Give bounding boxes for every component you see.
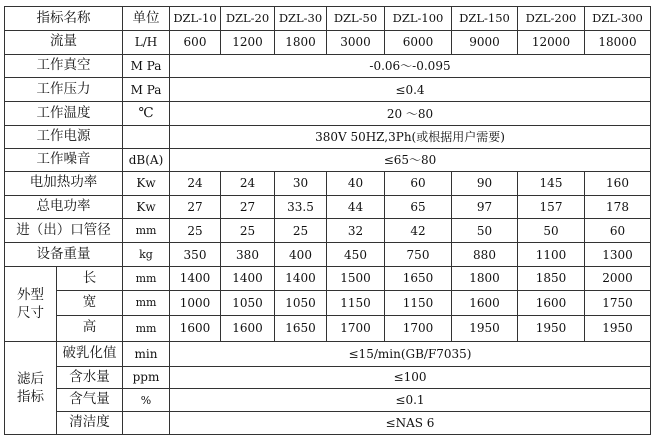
model-dzl-50: DZL-50 xyxy=(327,7,385,31)
model-dzl-300: DZL-300 xyxy=(585,7,651,31)
demulsification-row xyxy=(5,341,651,366)
value-cell: 25 xyxy=(221,219,275,243)
row-label: 总电功率 xyxy=(5,195,123,219)
row-label: 清洁度 xyxy=(57,412,123,435)
value-cell: 1600 xyxy=(170,315,221,341)
dimension-height-row xyxy=(5,315,651,341)
spec-table xyxy=(4,6,651,435)
power-supply-row xyxy=(5,126,651,149)
value-cell: 27 xyxy=(170,195,221,219)
value-cell: 65 xyxy=(385,195,452,219)
value-cell: 1950 xyxy=(585,315,651,341)
value-cell: 24 xyxy=(170,171,221,195)
value-cell: 50 xyxy=(452,219,518,243)
value-cell: 1650 xyxy=(275,315,327,341)
row-unit: dB(A) xyxy=(123,148,170,171)
row-unit: ppm xyxy=(123,366,170,389)
row-unit xyxy=(123,412,170,435)
value-cell: 178 xyxy=(585,195,651,219)
noise-row xyxy=(5,148,651,171)
value-cell: 1400 xyxy=(221,267,275,291)
row-label: 高 xyxy=(57,315,123,341)
row-unit: mm xyxy=(123,267,170,291)
header-row xyxy=(5,7,651,31)
value-cell: 60 xyxy=(385,171,452,195)
row-unit: mm xyxy=(123,315,170,341)
value-cell: 1700 xyxy=(327,315,385,341)
value-cell: 1950 xyxy=(518,315,585,341)
water-content-row xyxy=(5,366,651,389)
value-cell: 60 xyxy=(585,219,651,243)
row-label: 长 xyxy=(57,267,123,291)
row-label: 进（出）口管径 xyxy=(5,219,123,243)
row-label: 含水量 xyxy=(57,366,123,389)
pipe-diameter-row xyxy=(5,219,651,243)
value-cell: 1850 xyxy=(518,267,585,291)
row-unit xyxy=(123,126,170,149)
value-cell: -0.06～-0.095 xyxy=(170,54,651,78)
total-power-row xyxy=(5,195,651,219)
value-cell: 1800 xyxy=(275,30,327,54)
dimension-width-row xyxy=(5,290,651,315)
group-label-line: 外型 xyxy=(17,286,44,303)
row-label: 宽 xyxy=(57,290,123,315)
value-cell: 2000 xyxy=(585,267,651,291)
row-unit: ℃ xyxy=(123,102,170,126)
value-cell: 1800 xyxy=(452,267,518,291)
value-cell: 1950 xyxy=(452,315,518,341)
vacuum-row xyxy=(5,54,651,78)
value-cell: 880 xyxy=(452,243,518,267)
model-dzl-10: DZL-10 xyxy=(170,7,221,31)
value-cell: 1150 xyxy=(327,290,385,315)
row-unit: min xyxy=(123,341,170,366)
value-cell: 1050 xyxy=(221,290,275,315)
row-unit: Kw xyxy=(123,171,170,195)
value-cell: 12000 xyxy=(518,30,585,54)
group-label-line: 滤后 xyxy=(17,370,44,387)
header-unit: 单位 xyxy=(123,7,170,31)
value-cell: ≤65～80 xyxy=(170,148,651,171)
value-cell: 1200 xyxy=(221,30,275,54)
value-cell: 97 xyxy=(452,195,518,219)
value-cell: 1500 xyxy=(327,267,385,291)
row-label: 设备重量 xyxy=(5,243,123,267)
value-cell: ≤NAS 6 xyxy=(170,412,651,435)
model-dzl-100: DZL-100 xyxy=(385,7,452,31)
value-cell: 24 xyxy=(221,171,275,195)
dimension-length-row xyxy=(5,267,651,291)
weight-row xyxy=(5,243,651,267)
row-unit: kg xyxy=(123,243,170,267)
pressure-row xyxy=(5,78,651,102)
row-unit: Kw xyxy=(123,195,170,219)
value-cell: 1300 xyxy=(585,243,651,267)
value-cell: 40 xyxy=(327,171,385,195)
value-cell: 9000 xyxy=(452,30,518,54)
value-cell: 18000 xyxy=(585,30,651,54)
temperature-row xyxy=(5,102,651,126)
value-cell: 6000 xyxy=(385,30,452,54)
row-label: 工作噪音 xyxy=(5,148,123,171)
value-cell: 25 xyxy=(275,219,327,243)
model-dzl-200: DZL-200 xyxy=(518,7,585,31)
value-cell: 1600 xyxy=(518,290,585,315)
row-label: 电加热功率 xyxy=(5,171,123,195)
value-cell: 50 xyxy=(518,219,585,243)
row-unit: % xyxy=(123,389,170,412)
value-cell: 90 xyxy=(452,171,518,195)
value-cell: ≤0.1 xyxy=(170,389,651,412)
row-label: 工作电源 xyxy=(5,126,123,149)
model-dzl-150: DZL-150 xyxy=(452,7,518,31)
row-unit: M Pa xyxy=(123,78,170,102)
value-cell: 400 xyxy=(275,243,327,267)
value-cell: 20 ～80 xyxy=(170,102,651,126)
value-cell: 33.5 xyxy=(275,195,327,219)
value-cell: 1400 xyxy=(170,267,221,291)
value-cell: 145 xyxy=(518,171,585,195)
value-cell: 380 xyxy=(221,243,275,267)
flow-row xyxy=(5,30,651,54)
row-label: 工作压力 xyxy=(5,78,123,102)
value-cell: 25 xyxy=(170,219,221,243)
value-cell: 600 xyxy=(170,30,221,54)
value-cell: 750 xyxy=(385,243,452,267)
model-dzl-30: DZL-30 xyxy=(275,7,327,31)
dimensions-group-label xyxy=(5,267,57,342)
value-cell: 350 xyxy=(170,243,221,267)
value-cell: 27 xyxy=(221,195,275,219)
value-cell: 380V 50HZ,3Ph(或根据用户需要) xyxy=(170,126,651,149)
row-unit: mm xyxy=(123,290,170,315)
value-cell: 1750 xyxy=(585,290,651,315)
value-cell: 450 xyxy=(327,243,385,267)
value-cell: 32 xyxy=(327,219,385,243)
row-label: 工作温度 xyxy=(5,102,123,126)
value-cell: ≤100 xyxy=(170,366,651,389)
value-cell: 44 xyxy=(327,195,385,219)
row-unit: mm xyxy=(123,219,170,243)
value-cell: 1150 xyxy=(385,290,452,315)
group-label-line: 尺寸 xyxy=(17,304,44,321)
value-cell: 1600 xyxy=(221,315,275,341)
value-cell: 157 xyxy=(518,195,585,219)
value-cell: ≤15/min(GB/F7035) xyxy=(170,341,651,366)
value-cell: 3000 xyxy=(327,30,385,54)
heating-power-row xyxy=(5,171,651,195)
value-cell: ≤0.4 xyxy=(170,78,651,102)
filter-group-label xyxy=(5,341,57,434)
value-cell: 1100 xyxy=(518,243,585,267)
row-label: 工作真空 xyxy=(5,54,123,78)
model-dzl-20: DZL-20 xyxy=(221,7,275,31)
group-label-line: 指标 xyxy=(17,388,44,405)
row-unit: L/H xyxy=(123,30,170,54)
row-label: 破乳化值 xyxy=(57,341,123,366)
value-cell: 30 xyxy=(275,171,327,195)
value-cell: 160 xyxy=(585,171,651,195)
gas-content-row xyxy=(5,389,651,412)
value-cell: 1400 xyxy=(275,267,327,291)
value-cell: 42 xyxy=(385,219,452,243)
value-cell: 1700 xyxy=(385,315,452,341)
row-label: 流量 xyxy=(5,30,123,54)
value-cell: 1050 xyxy=(275,290,327,315)
header-label: 指标名称 xyxy=(5,7,123,31)
cleanliness-row xyxy=(5,412,651,435)
value-cell: 1000 xyxy=(170,290,221,315)
value-cell: 1650 xyxy=(385,267,452,291)
value-cell: 1600 xyxy=(452,290,518,315)
row-unit: M Pa xyxy=(123,54,170,78)
row-label: 含气量 xyxy=(57,389,123,412)
